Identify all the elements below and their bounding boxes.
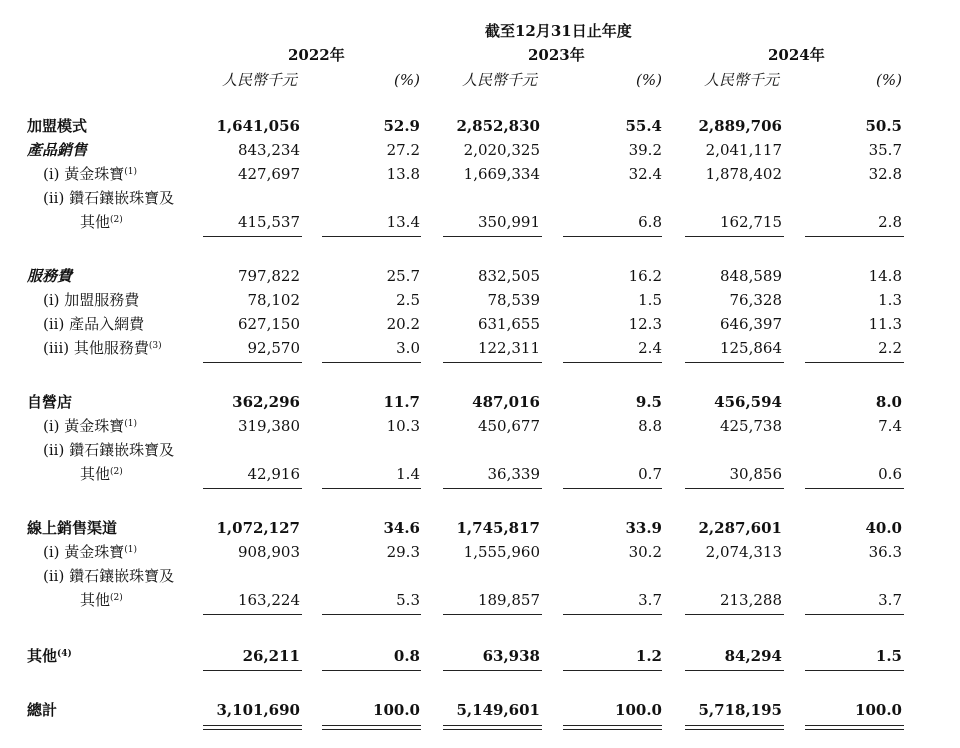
underline-rule: [685, 488, 784, 489]
row-label: (ii) 鑽石鑲嵌珠寶及: [43, 189, 175, 207]
cell-value: 1.2: [635, 647, 662, 665]
cell-value: 13.4: [386, 213, 420, 231]
cell-value: 2.8: [878, 213, 902, 231]
cell-value: 3.7: [638, 591, 662, 609]
cell-value: 2.4: [638, 339, 662, 357]
row-label: 自營店: [27, 393, 73, 411]
underline-rule: [322, 670, 421, 671]
cell-value: 1,072,127: [216, 519, 300, 537]
row-label: 其他$^{(2)}$: [80, 213, 123, 231]
cell-value: 52.9: [383, 117, 420, 135]
cell-value: 631,655: [477, 315, 540, 333]
footnote-ref: (2): [110, 215, 123, 225]
cell-value: 2,889,706: [698, 117, 782, 135]
underline-rule: [203, 614, 302, 615]
underline-rule: [805, 488, 904, 489]
cell-value: 84,294: [724, 647, 782, 665]
underline-rule: [805, 670, 904, 671]
cell-value: 78,539: [487, 291, 540, 309]
cell-value: 362,296: [232, 393, 300, 411]
cell-value: 63,938: [482, 647, 540, 665]
underline-rule: [685, 236, 784, 237]
cell-value: 34.6: [383, 519, 420, 537]
row-label: (ii) 鑽石鑲嵌珠寶及: [43, 441, 175, 459]
cell-value: 843,234: [237, 141, 300, 159]
cell-value: 163,224: [237, 591, 300, 609]
cell-value: 10.3: [386, 417, 420, 435]
underline-rule: [443, 488, 542, 489]
underline-rule: [563, 236, 662, 237]
cell-value: 487,016: [472, 393, 540, 411]
cell-value: 908,903: [237, 543, 300, 561]
cell-value: 0.8: [393, 647, 420, 665]
cell-value: 25.7: [386, 267, 420, 285]
underline-rule: [322, 362, 421, 363]
cell-value: 427,697: [237, 165, 300, 183]
double-underline-rule: [563, 725, 662, 730]
cell-value: 7.4: [878, 417, 902, 435]
cell-value: 415,537: [237, 213, 300, 231]
row-label: 線上銷售渠道: [27, 519, 118, 537]
row-label: (ii) 鑽石鑲嵌珠寶及: [43, 567, 175, 585]
cell-value: 100.0: [615, 701, 662, 719]
cell-value: 92,570: [247, 339, 300, 357]
pct-label: (%): [394, 71, 420, 89]
cell-value: 8.8: [638, 417, 662, 435]
unit-label: 人民幣千元: [222, 71, 298, 89]
cell-value: 122,311: [477, 339, 540, 357]
cell-value: 55.4: [625, 117, 662, 135]
underline-rule: [685, 362, 784, 363]
cell-value: 6.8: [638, 213, 662, 231]
unit-label: 人民幣千元: [704, 71, 780, 89]
cell-value: 9.5: [635, 393, 662, 411]
row-label: 其他$^{(2)}$: [80, 591, 123, 609]
double-underline-rule: [203, 725, 302, 730]
cell-value: 3.7: [878, 591, 902, 609]
row-label: (i) 黃金珠寶$^{(1)}$: [43, 543, 138, 561]
period-heading: 截至12月31日止年度: [485, 22, 632, 40]
row-label: 其他$^{(4)}$: [27, 647, 72, 665]
underline-rule: [685, 670, 784, 671]
cell-value: 848,589: [719, 267, 782, 285]
cell-value: 11.7: [383, 393, 420, 411]
cell-value: 36,339: [487, 465, 540, 483]
double-underline-rule: [805, 725, 904, 730]
cell-value: 450,677: [477, 417, 540, 435]
underline-rule: [322, 614, 421, 615]
cell-value: 1.5: [638, 291, 662, 309]
cell-value: 213,288: [719, 591, 782, 609]
cell-value: 1.4: [396, 465, 420, 483]
row-label: (iii) 其他服務費$^{(3)}$: [43, 339, 162, 357]
cell-value: 26,211: [242, 647, 300, 665]
cell-value: 2,074,313: [705, 543, 782, 561]
underline-rule: [322, 236, 421, 237]
cell-value: 78,102: [247, 291, 300, 309]
underline-rule: [563, 670, 662, 671]
year-header: 2022年: [288, 46, 345, 64]
cell-value: 36.3: [868, 543, 902, 561]
row-label: (ii) 產品入網費: [43, 315, 145, 333]
cell-value: 30.2: [628, 543, 662, 561]
cell-value: 1.5: [875, 647, 902, 665]
cell-value: 100.0: [855, 701, 902, 719]
row-label: 加盟模式: [27, 117, 88, 135]
year-header: 2024年: [768, 46, 825, 64]
cell-value: 1,641,056: [216, 117, 300, 135]
cell-value: 33.9: [625, 519, 662, 537]
cell-value: 76,328: [729, 291, 782, 309]
cell-value: 2,020,325: [463, 141, 540, 159]
cell-value: 30,856: [729, 465, 782, 483]
cell-value: 189,857: [477, 591, 540, 609]
cell-value: 11.3: [868, 315, 902, 333]
cell-value: 35.7: [868, 141, 902, 159]
underline-rule: [563, 488, 662, 489]
cell-value: 1,745,817: [456, 519, 540, 537]
cell-value: 14.8: [868, 267, 902, 285]
row-label: 其他$^{(2)}$: [80, 465, 123, 483]
cell-value: 1,878,402: [705, 165, 782, 183]
underline-rule: [443, 362, 542, 363]
underline-rule: [322, 488, 421, 489]
underline-rule: [685, 614, 784, 615]
underline-rule: [443, 236, 542, 237]
underline-rule: [563, 362, 662, 363]
cell-value: 39.2: [628, 141, 662, 159]
underline-rule: [203, 488, 302, 489]
underline-rule: [443, 670, 542, 671]
cell-value: 425,738: [719, 417, 782, 435]
underline-rule: [443, 614, 542, 615]
cell-value: 27.2: [386, 141, 420, 159]
cell-value: 5,149,601: [456, 701, 540, 719]
cell-value: 13.8: [386, 165, 420, 183]
footnote-ref: (3): [148, 341, 162, 351]
cell-value: 50.5: [865, 117, 902, 135]
cell-value: 40.0: [865, 519, 902, 537]
underline-rule: [805, 236, 904, 237]
double-underline-rule: [685, 725, 784, 730]
underline-rule: [805, 362, 904, 363]
cell-value: 646,397: [719, 315, 782, 333]
cell-value: 2.2: [878, 339, 902, 357]
underline-rule: [203, 236, 302, 237]
row-label: (i) 黃金珠寶$^{(1)}$: [43, 165, 138, 183]
row-label: 總計: [27, 701, 58, 719]
cell-value: 100.0: [373, 701, 420, 719]
cell-value: 797,822: [237, 267, 300, 285]
pct-label: (%): [876, 71, 902, 89]
underline-rule: [203, 670, 302, 671]
cell-value: 32.8: [868, 165, 902, 183]
cell-value: 42,916: [247, 465, 300, 483]
cell-value: 2.5: [396, 291, 420, 309]
row-label: 產品銷售: [27, 141, 88, 159]
row-label: (i) 加盟服務費: [43, 291, 140, 309]
cell-value: 350,991: [477, 213, 540, 231]
row-label: 服務費: [27, 267, 73, 285]
footnote-ref: (1): [124, 167, 138, 177]
cell-value: 3.0: [396, 339, 420, 357]
unit-label: 人民幣千元: [462, 71, 538, 89]
cell-value: 125,864: [719, 339, 782, 357]
cell-value: 12.3: [628, 315, 662, 333]
footnote-ref: (2): [110, 593, 123, 603]
double-underline-rule: [443, 725, 542, 730]
cell-value: 1,555,960: [463, 543, 540, 561]
underline-rule: [805, 614, 904, 615]
cell-value: 3,101,690: [216, 701, 300, 719]
cell-value: 0.6: [878, 465, 902, 483]
cell-value: 832,505: [477, 267, 540, 285]
cell-value: 162,715: [719, 213, 782, 231]
cell-value: 20.2: [386, 315, 420, 333]
cell-value: 29.3: [386, 543, 420, 561]
year-header: 2023年: [528, 46, 585, 64]
cell-value: 0.7: [638, 465, 662, 483]
double-underline-rule: [322, 725, 421, 730]
cell-value: 627,150: [237, 315, 300, 333]
cell-value: 2,287,601: [698, 519, 782, 537]
underline-rule: [203, 362, 302, 363]
pct-label: (%): [636, 71, 662, 89]
footnote-ref: (4): [57, 649, 72, 659]
cell-value: 16.2: [628, 267, 662, 285]
cell-value: 8.0: [875, 393, 902, 411]
cell-value: 319,380: [237, 417, 300, 435]
footnote-ref: (1): [124, 545, 138, 555]
row-label: (i) 黃金珠寶$^{(1)}$: [43, 417, 138, 435]
cell-value: 2,041,117: [705, 141, 782, 159]
cell-value: 1.3: [878, 291, 902, 309]
footnote-ref: (2): [110, 467, 123, 477]
cell-value: 32.4: [628, 165, 662, 183]
cell-value: 5.3: [396, 591, 420, 609]
cell-value: 456,594: [714, 393, 782, 411]
footnote-ref: (1): [124, 419, 138, 429]
cell-value: 5,718,195: [698, 701, 782, 719]
cell-value: 1,669,334: [463, 165, 540, 183]
cell-value: 2,852,830: [456, 117, 540, 135]
underline-rule: [563, 614, 662, 615]
